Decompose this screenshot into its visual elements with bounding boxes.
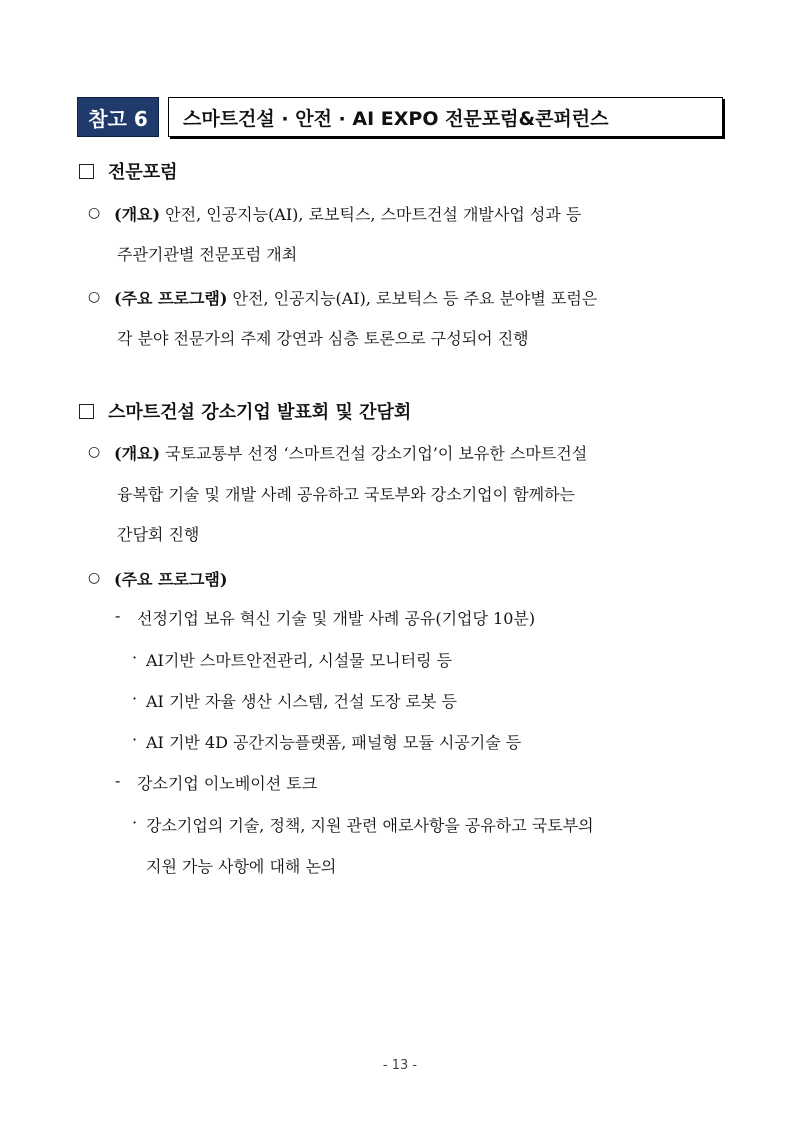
list-item-continuation: 주관기관별 전문포럼 개최: [117, 245, 298, 264]
item-label: (주요 프로그램): [114, 570, 228, 589]
item-text: 국토교통부 선정 ‘스마트건설 강소기업’이 보유한 스마트건설: [165, 444, 588, 463]
item-label: (주요 프로그램): [114, 289, 228, 308]
program-subitem: 강소기업의 기술, 정책, 지원 관련 애로사항을 공유하고 국토부의: [146, 816, 594, 835]
checkbox-square-icon: [79, 164, 94, 179]
item-text: 안전, 인공지능(AI), 로보틱스 등 주요 분야별 포럼은: [232, 289, 598, 308]
section-heading-forum: [79, 158, 178, 184]
reference-label: 참고 6: [77, 97, 159, 137]
program-item: 강소기업 이노베이션 토크: [137, 774, 318, 793]
page-number: - 13 -: [382, 1058, 418, 1073]
middot-bullet: ·: [132, 730, 138, 749]
program-subitem: AI기반 스마트안전관리, 시설물 모니터링 등: [146, 651, 453, 670]
circle-bullet-icon: ○: [88, 289, 101, 305]
program-subitem-continuation: 지원 가능 사항에 대해 논의: [146, 857, 337, 876]
program-subitem: AI 기반 자율 생산 시스템, 건설 도장 로봇 등: [146, 692, 457, 711]
circle-bullet-icon: ○: [88, 205, 101, 221]
section-heading-startup: [79, 398, 411, 424]
item-label: (개요): [114, 444, 161, 463]
list-item: [114, 567, 227, 590]
list-item: [114, 441, 587, 464]
circle-bullet-icon: ○: [88, 444, 101, 460]
middot-bullet: ·: [132, 813, 138, 832]
middot-bullet: ·: [132, 648, 138, 667]
section-heading-text: 전문포럼: [108, 162, 178, 183]
section-heading-text: 스마트건설 강소기업 발표회 및 간담회: [108, 402, 412, 423]
dash-bullet: -: [115, 606, 121, 625]
list-item-continuation: 각 분야 전문가의 주제 강연과 심층 토론으로 구성되어 진행: [117, 329, 529, 348]
dash-bullet: -: [115, 771, 121, 790]
header: [77, 97, 723, 137]
item-text: 안전, 인공지능(AI), 로보틱스, 스마트건설 개발사업 성과 등: [165, 205, 582, 224]
list-item: [114, 202, 581, 225]
checkbox-square-icon: [79, 404, 94, 419]
program-subitem: AI 기반 4D 공간지능플랫폼, 패널형 모듈 시공기술 등: [146, 733, 522, 752]
middot-bullet: ·: [132, 689, 138, 708]
page-title: 스마트건설 · 안전 · AI EXPO 전문포럼&콘퍼런스: [168, 97, 723, 137]
list-item: [114, 286, 597, 309]
item-label: (개요): [114, 205, 161, 224]
circle-bullet-icon: ○: [88, 570, 101, 586]
program-item: 선정기업 보유 혁신 기술 및 개발 사례 공유(기업당 10분): [137, 609, 536, 628]
list-item-continuation: 융복합 기술 및 개발 사례 공유하고 국토부와 강소기업이 함께하는: [117, 485, 576, 504]
list-item-continuation: 간담회 진행: [117, 525, 200, 544]
